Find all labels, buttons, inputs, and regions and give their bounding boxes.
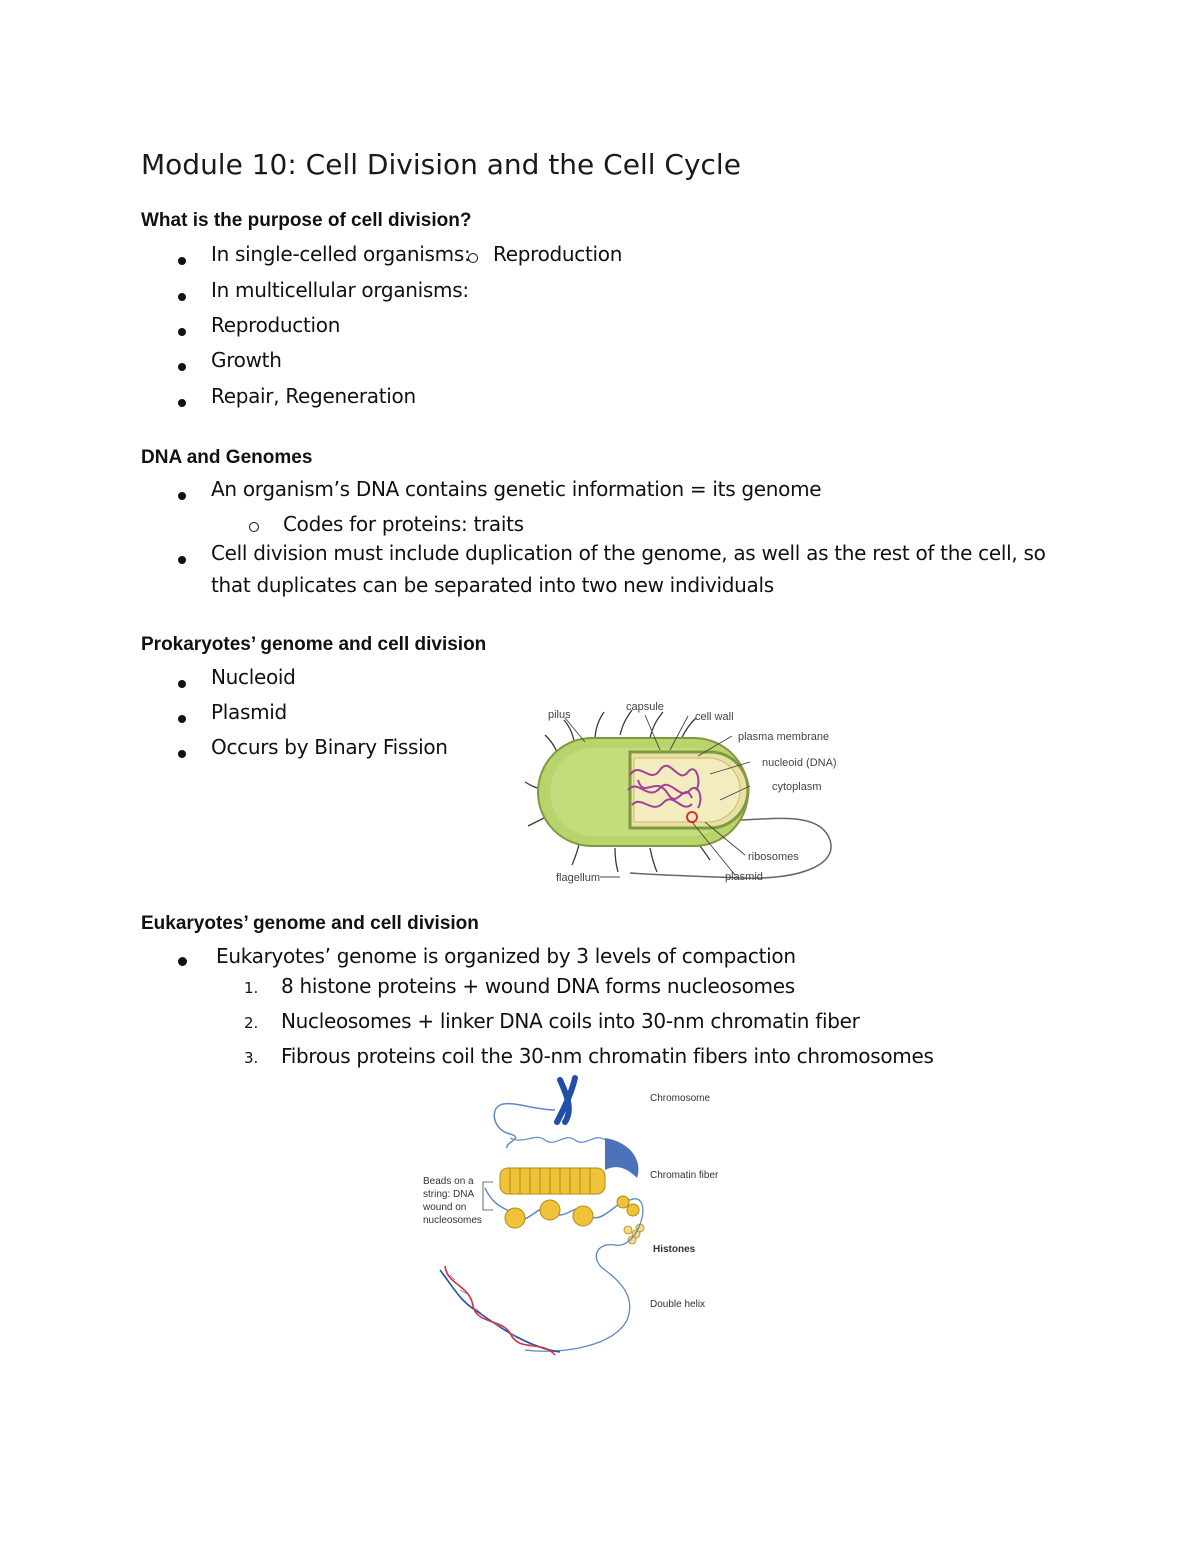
numbered-item: Fibrous proteins coil the 30-nm chromatin fibers into chromosomes	[281, 1044, 934, 1068]
list-number: 1.	[244, 979, 259, 997]
label-chromatin-fiber: Chromatin fiber	[650, 1170, 719, 1181]
list-number: 3.	[244, 1049, 259, 1067]
list-item: Eukaryotes’ genome is organized by 3 levels of compaction	[216, 944, 796, 968]
numbered-item: 8 histone proteins + wound DNA forms nucleosomes	[281, 974, 795, 998]
numbered-item: Nucleosomes + linker DNA coils into 30-nm chromatin fiber	[281, 1009, 860, 1033]
section-heading-eukaryotes: Eukaryotes’ genome and cell division	[141, 913, 479, 934]
label-beads-line4: nucleosomes	[423, 1215, 482, 1226]
bullet-icon	[178, 710, 186, 728]
label-plasma-membrane: plasma membrane	[738, 731, 830, 743]
list-item: Cell division must include duplication of the genome, as well as the rest of the cell, so	[211, 541, 1046, 565]
label-beads-line3: wound on	[423, 1202, 467, 1213]
label-capsule: capsule	[626, 701, 664, 713]
coiled-fiber	[510, 1137, 605, 1142]
label-cytoplasm: cytoplasm	[772, 781, 822, 793]
bullet-icon	[178, 288, 186, 306]
list-number: 2.	[244, 1014, 259, 1032]
double-helix-shape	[440, 1266, 560, 1355]
sub-bullet-icon	[468, 250, 478, 268]
list-item: Repair, Regeneration	[211, 384, 416, 408]
label-flagellum: flagellum	[556, 872, 601, 884]
list-subitem: Codes for proteins: traits	[283, 512, 524, 536]
bullet-icon	[178, 394, 186, 412]
section-heading-dna: DNA and Genomes	[141, 447, 313, 468]
fiber-funnel	[605, 1138, 638, 1178]
list-item: Growth	[211, 348, 282, 372]
histone-cluster	[624, 1224, 644, 1244]
label-chromosome: Chromosome	[650, 1093, 711, 1104]
label-histones: Histones	[653, 1244, 696, 1255]
list-item: Reproduction	[211, 313, 341, 337]
label-ribosomes: ribosomes	[748, 851, 799, 863]
label-double-helix: Double helix	[650, 1299, 706, 1310]
list-subitem: Reproduction	[493, 242, 623, 266]
list-item: Nucleoid	[211, 665, 296, 689]
bullet-icon	[178, 745, 186, 763]
list-item-continuation: that duplicates can be separated into two new individuals	[211, 573, 774, 597]
page-title: Module 10: Cell Division and the Cell Cycle	[141, 148, 741, 181]
chromatin-fiber-shape	[500, 1168, 605, 1194]
list-item: In single-celled organisms:	[211, 242, 471, 266]
bullet-icon	[178, 252, 186, 270]
bullet-icon	[178, 358, 186, 376]
chromatin-compaction-diagram	[415, 1070, 735, 1365]
label-beads-line1: Beads on a	[423, 1176, 474, 1187]
list-item: Plasmid	[211, 700, 287, 724]
label-pilus: pilus	[548, 709, 571, 721]
label-cell-wall: cell wall	[695, 711, 734, 723]
prokaryote-cell-diagram	[520, 690, 860, 890]
list-item: An organism’s DNA contains genetic information = its genome	[211, 477, 822, 501]
label-nucleoid: nucleoid (DNA)	[762, 757, 837, 769]
section-heading-purpose: What is the purpose of cell division?	[141, 210, 472, 231]
bullet-icon	[178, 323, 186, 341]
list-item: Occurs by Binary Fission	[211, 735, 448, 759]
bullet-icon	[178, 487, 186, 505]
chromosome-shape	[557, 1078, 575, 1122]
list-item: In multicellular organisms:	[211, 278, 469, 302]
label-beads-line2: string: DNA	[423, 1189, 475, 1200]
section-heading-prokaryotes: Prokaryotes’ genome and cell division	[141, 634, 487, 655]
bullet-icon	[178, 551, 186, 569]
label-plasmid: plasmid	[725, 871, 763, 883]
nucleosome-beads	[505, 1196, 639, 1228]
bullet-icon	[178, 675, 186, 693]
sub-bullet-icon	[249, 519, 259, 537]
bullet-icon	[178, 953, 187, 971]
